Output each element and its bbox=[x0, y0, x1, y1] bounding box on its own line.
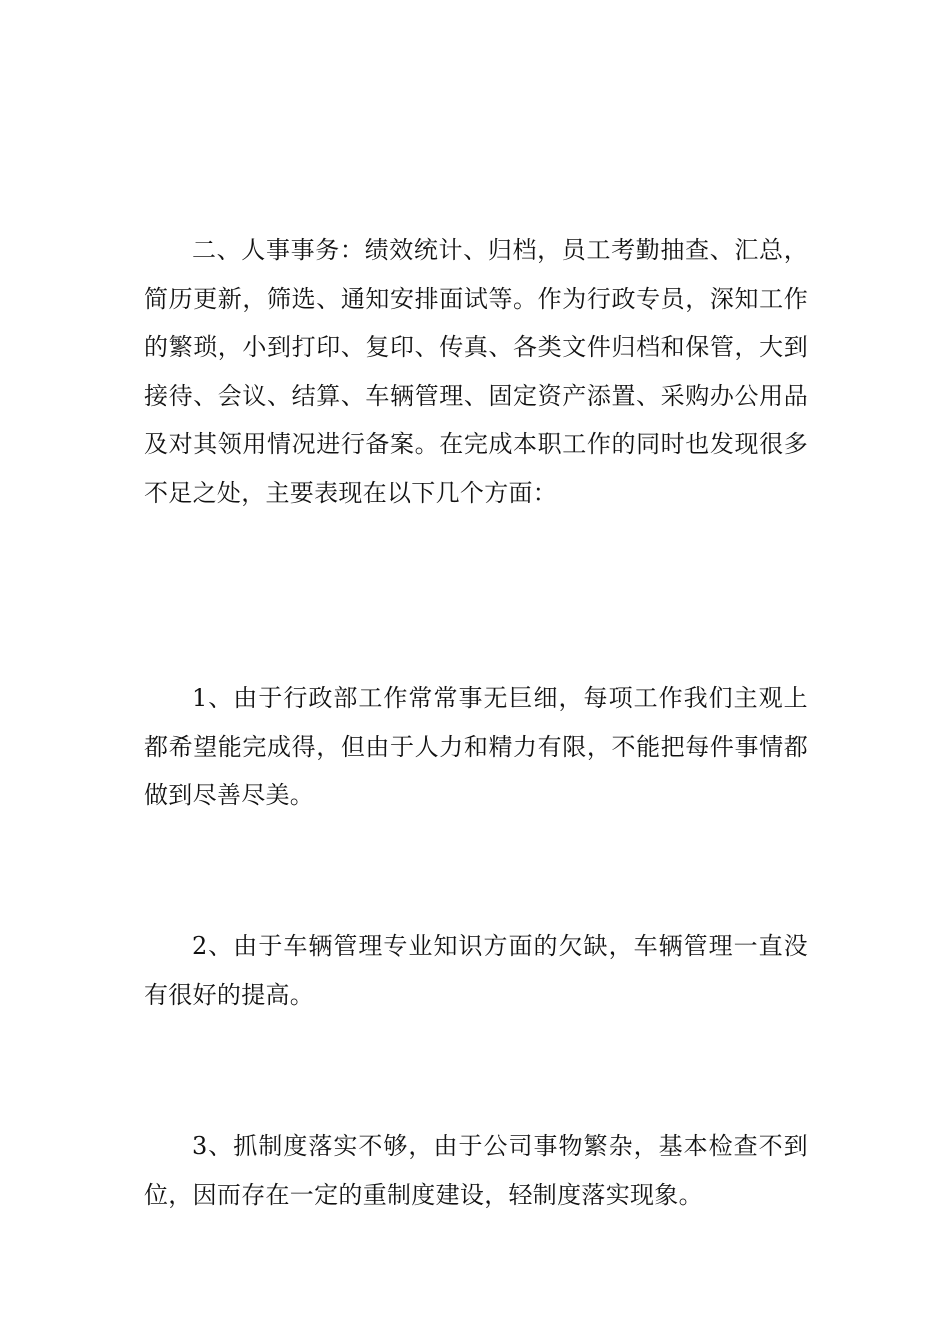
paragraph-item-1: 1、由于行政部工作常常事无巨细，每项工作我们主观上都希望能完成得，但由于人力和精力有限，不能把每件事情都做到尽善尽美。 bbox=[144, 684, 808, 809]
paragraph-hr-affairs: 二、人事事务：绩效统计、归档，员工考勤抽查、汇总，简历更新，筛选、通知安排面试等。作为行政专员，深知工作的繁琐，小到打印、复印、传真、各类文件归档和保管，大到接待、会议、结算、车辆管理、固定资产添置、采购办公用品及对其领用情况进行备案。在完成本职工作的同时也发现很多不足之处，主要表现在以下几个方面： bbox=[144, 236, 808, 507]
paragraph-item-2: 2、由于车辆管理专业知识方面的欠缺，车辆管理一直没有很好的提高。 bbox=[144, 932, 808, 1009]
paragraph-item-3: 3、抓制度落实不够，由于公司事物繁杂，基本检查不到位，因而存在一定的重制度建设，轻制度落实现象。 bbox=[144, 1132, 808, 1209]
